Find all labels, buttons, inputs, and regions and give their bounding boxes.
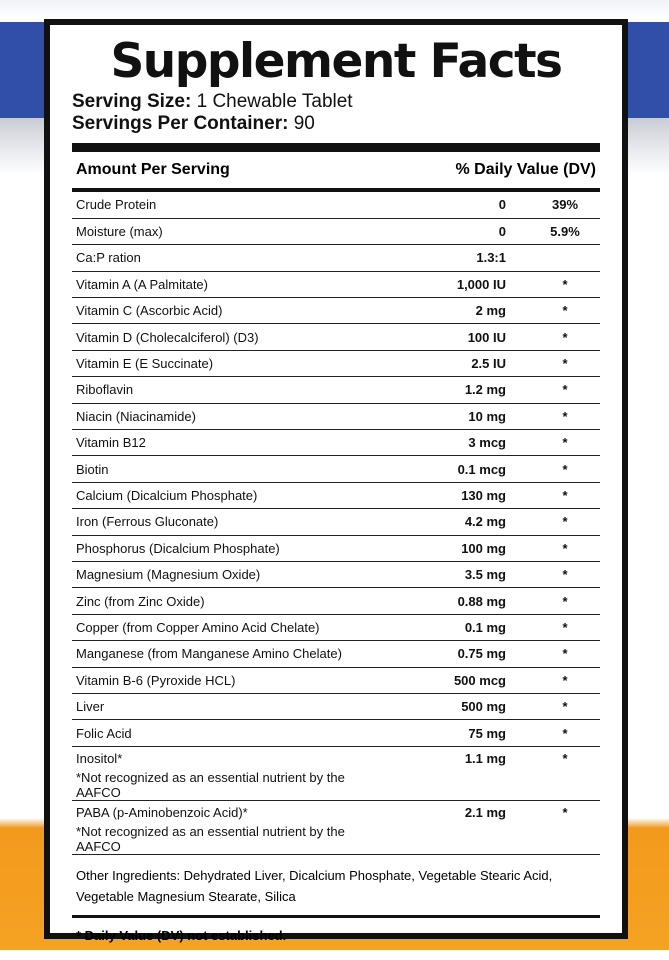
header-daily-value: % Daily Value (DV) (455, 161, 596, 178)
nutrient-amount: 130 mg (360, 482, 530, 508)
nutrient-name: Moisture (max) (72, 218, 360, 244)
nutrient-name: Manganese (from Manganese Amino Chelate) (72, 641, 360, 667)
table-row (72, 800, 600, 854)
nutrient-amount: 0.1 mcg (360, 456, 530, 482)
nutrient-daily-value: * (530, 588, 600, 614)
nutrient-amount: 4.2 mg (360, 509, 530, 535)
supplement-facts-panel (44, 19, 628, 943)
nutrient-amount: 500 mcg (360, 667, 530, 693)
nutrient-amount: 100 mg (360, 535, 530, 561)
table-row (72, 588, 600, 614)
nutrient-amount: 0.88 mg (360, 588, 530, 614)
nutrient-daily-value: * (530, 482, 600, 508)
table-row (72, 456, 600, 482)
nutrient-name: Vitamin D (Cholecalciferol) (D3) (72, 324, 360, 350)
nutrient-daily-value: * (530, 430, 600, 456)
table-row (72, 509, 600, 535)
nutrient-daily-value: * (530, 298, 600, 324)
nutrient-daily-value: * (530, 324, 600, 350)
table-row (72, 641, 600, 667)
nutrient-daily-value: * (530, 667, 600, 693)
table-row (72, 403, 600, 429)
nutrient-daily-value: * (530, 800, 600, 854)
nutrient-daily-value: * (530, 377, 600, 403)
nutrient-daily-value: * (530, 720, 600, 746)
servings-value: 90 (293, 113, 315, 134)
nutrient-daily-value: * (530, 614, 600, 640)
nutrient-amount: 2.1 mg (360, 800, 530, 854)
nutrient-amount: 3.5 mg (360, 561, 530, 587)
nutrient-amount: 10 mg (360, 403, 530, 429)
nutrient-amount: 1.2 mg (360, 377, 530, 403)
table-row (72, 245, 600, 271)
table-row (72, 350, 600, 376)
nutrient-amount: 0.75 mg (360, 641, 530, 667)
nutrient-daily-value: * (530, 561, 600, 587)
table-row (72, 430, 600, 456)
nutrient-amount: 2.5 IU (360, 350, 530, 376)
nutrient-daily-value: * (530, 403, 600, 429)
nutrient-amount: 1,000 IU (360, 271, 530, 297)
nutrient-daily-value: 5.9% (530, 218, 600, 244)
nutrient-name: Folic Acid (72, 720, 360, 746)
nutrient-cell (72, 746, 360, 800)
nutrient-amount: 1.1 mg (360, 746, 530, 800)
nutrient-name: Liver (72, 693, 360, 719)
servings-per-container (72, 113, 600, 135)
nutrient-amount: 0 (360, 192, 530, 218)
nutrient-daily-value: * (530, 535, 600, 561)
nutrient-note: *Not recognized as an essential nutrient by the AAFCO (76, 769, 345, 800)
nutrient-name: Calcium (Dicalcium Phosphate) (72, 482, 360, 508)
nutrient-daily-value (530, 245, 600, 271)
nutrient-amount: 500 mg (360, 693, 530, 719)
nutrient-note: *Not recognized as an essential nutrient by the AAFCO (76, 823, 345, 854)
nutrient-name: Niacin (Niacinamide) (72, 403, 360, 429)
footnote: * Daily Value (DV) not established. (76, 927, 287, 943)
table-row (72, 561, 600, 587)
table-row (72, 271, 600, 297)
nutrient-daily-value: * (530, 641, 600, 667)
table-row (72, 614, 600, 640)
nutrient-cell (72, 800, 360, 854)
header-amount: Amount Per Serving (76, 161, 230, 178)
nutrient-daily-value: * (530, 509, 600, 535)
nutrient-name: Biotin (72, 456, 360, 482)
nutrient-amount: 2 mg (360, 298, 530, 324)
nutrient-daily-value: * (530, 693, 600, 719)
table-row (72, 746, 600, 800)
nutrient-name: Zinc (from Zinc Oxide) (72, 588, 360, 614)
table-row (72, 693, 600, 719)
table-header (72, 152, 600, 188)
table-row (72, 720, 600, 746)
table-row (72, 192, 600, 218)
table-row (72, 218, 600, 244)
nutrient-name: Vitamin E (E Succinate) (72, 350, 360, 376)
nutrient-name: Inositol* (76, 750, 123, 766)
nutrient-daily-value: * (530, 746, 600, 800)
serving-size-label: Serving Size: (72, 91, 192, 112)
table-row (72, 667, 600, 693)
nutrient-amount: 3 mcg (360, 430, 530, 456)
other-ingredients: Other Ingredients: Dehydrated Liver, Dicalcium Phosphate, Vegetable Stearic Acid, Vegetable Magnesium Stearate, Silica (72, 855, 600, 918)
nutrient-table (72, 192, 600, 855)
serving-size-value: 1 Chewable Tablet (196, 91, 353, 112)
nutrient-name: Crude Protein (72, 192, 360, 218)
nutrient-name: Vitamin B12 (72, 430, 360, 456)
nutrient-name: Phosphorus (Dicalcium Phosphate) (72, 535, 360, 561)
thick-divider (72, 143, 600, 152)
nutrient-name: Magnesium (Magnesium Oxide) (72, 561, 360, 587)
nutrient-daily-value: * (530, 271, 600, 297)
nutrient-name: Copper (from Copper Amino Acid Chelate) (72, 614, 360, 640)
nutrient-name: Iron (Ferrous Gluconate) (72, 509, 360, 535)
nutrient-daily-value: 39% (530, 192, 600, 218)
servings-label: Servings Per Container: (72, 113, 289, 134)
nutrient-amount: 100 IU (360, 324, 530, 350)
nutrient-daily-value: * (530, 456, 600, 482)
table-row (72, 324, 600, 350)
nutrient-name: Vitamin B-6 (Pyroxide HCL) (72, 667, 360, 693)
nutrient-amount: 1.3:1 (360, 245, 530, 271)
serving-size (72, 91, 600, 113)
nutrient-name: Vitamin C (Ascorbic Acid) (72, 298, 360, 324)
nutrient-amount: 0.1 mg (360, 614, 530, 640)
table-row (72, 482, 600, 508)
nutrient-name: PABA (p-Aminobenzoic Acid)* (76, 804, 248, 820)
page-title: Supplement Facts (110, 34, 562, 89)
nutrient-daily-value: * (530, 350, 600, 376)
nutrient-name: Riboflavin (72, 377, 360, 403)
nutrient-amount: 75 mg (360, 720, 530, 746)
nutrient-name: Ca:P ration (72, 245, 360, 271)
nutrient-amount: 0 (360, 218, 530, 244)
nutrient-name: Vitamin A (A Palmitate) (72, 271, 360, 297)
table-row (72, 298, 600, 324)
table-row (72, 535, 600, 561)
table-row (72, 377, 600, 403)
